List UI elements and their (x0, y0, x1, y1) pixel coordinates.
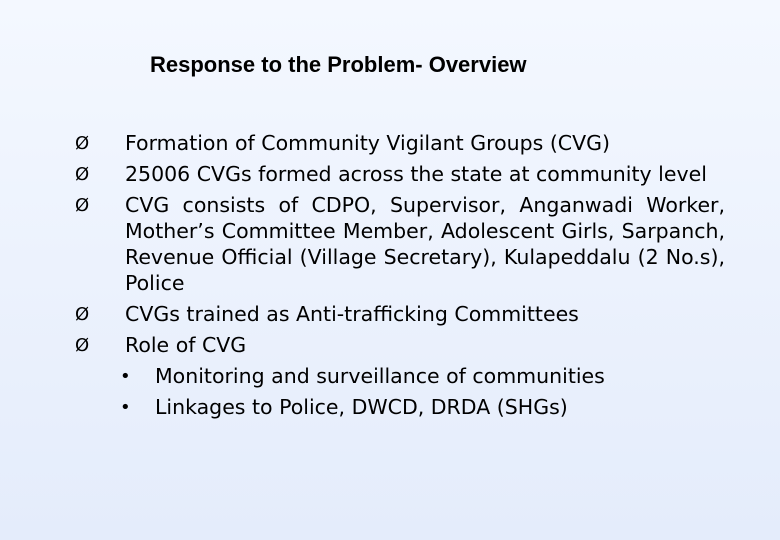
bullet-text: CVGs trained as Anti-trafficking Committees (125, 302, 579, 326)
arrow-bullet-icon: Ø (75, 195, 90, 216)
bullet-item (75, 190, 725, 299)
bullet-item (75, 299, 725, 330)
dot-bullet-icon: • (120, 397, 131, 418)
bullet-text: CVG consists of CDPO, Supervisor, Anganwadi Worker, Mother’s Committee Member, Adolescent Girls, Sarpanch, Revenue Official (Village Secretary), Kulapeddalu (2 No.s), Police (125, 193, 725, 295)
dot-bullet-icon: • (120, 366, 131, 387)
arrow-bullet-icon: Ø (75, 133, 90, 154)
arrow-bullet-icon: Ø (75, 335, 90, 356)
bullet-text: Formation of Community Vigilant Groups (CVG) (125, 131, 611, 155)
bullet-list (75, 128, 725, 423)
sub-bullet-item (75, 361, 725, 392)
bullet-text: Role of CVG (125, 333, 247, 357)
slide-title: Response to the Problem- Overview (150, 52, 527, 77)
arrow-bullet-icon: Ø (75, 304, 90, 325)
arrow-bullet-icon: Ø (75, 164, 90, 185)
sub-bullet-text: Linkages to Police, DWCD, DRDA (SHGs) (155, 395, 568, 419)
bullet-item (75, 159, 725, 190)
bullet-item (75, 330, 725, 361)
bullet-text: 25006 CVGs formed across the state at community level (125, 162, 707, 186)
bullet-item (75, 128, 725, 159)
sub-bullet-item (75, 392, 725, 423)
sub-bullet-text: Monitoring and surveillance of communities (155, 364, 605, 388)
